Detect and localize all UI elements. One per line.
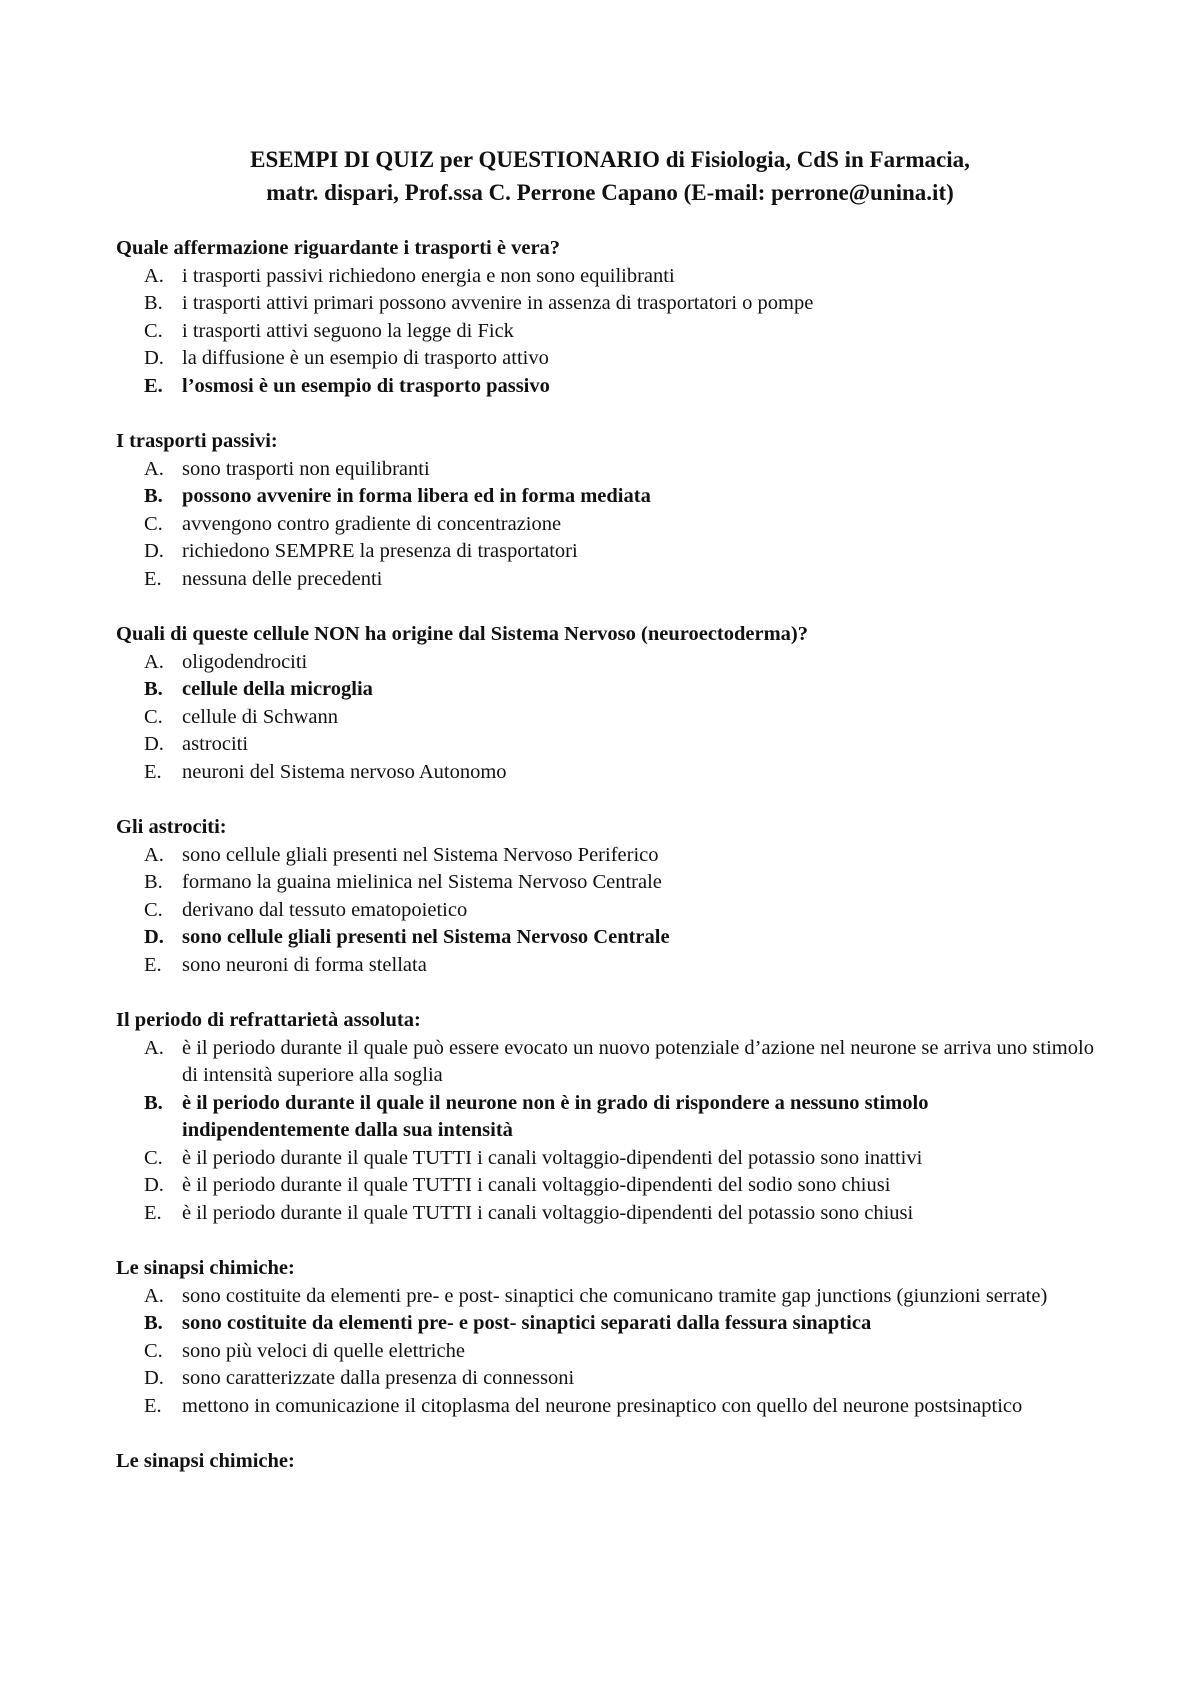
answer-option: [116, 1365, 1100, 1393]
answer-option-correct: [116, 373, 1100, 401]
option-text: avvengono contro gradiente di concentrazione: [182, 512, 562, 535]
question-text: Quali di queste cellule NON ha origine dal Sistema Nervoso (neuroectoderma)?: [116, 623, 809, 645]
option-letter: D.: [144, 347, 164, 369]
option-letter: C.: [144, 319, 163, 342]
option-text: sono cellule gliali presenti nel Sistema Nervoso Centrale: [182, 926, 670, 948]
option-letter: B.: [144, 678, 163, 700]
option-text: formano la guaina mielinica nel Sistema Nervoso Centrale: [182, 871, 662, 893]
option-text: mettono in comunicazione il citoplasma del neurone presinaptico con quello del neurone postsinaptico: [182, 1394, 1023, 1417]
question-text: Le sinapsi chimiche:: [116, 1450, 295, 1472]
option-text: è il periodo durante il quale TUTTI i canali voltaggio-dipendenti del potassio sono chiusi: [182, 1201, 914, 1224]
answer-option: [116, 566, 1100, 594]
option-text: sono trasporti non equilibranti: [182, 457, 430, 480]
answer-option: [116, 318, 1100, 346]
option-text: la diffusione è un esempio di trasporto attivo: [182, 347, 549, 369]
answer-option: [116, 1283, 1100, 1311]
option-letter: E.: [144, 760, 162, 783]
option-letter: E.: [144, 953, 162, 976]
answer-option: [116, 1035, 1100, 1090]
answer-option-correct: [116, 483, 1100, 511]
answer-option: [116, 1393, 1100, 1421]
option-text: sono più veloci di quelle elettriche: [182, 1339, 465, 1362]
answer-options: [116, 842, 1100, 980]
option-text: derivano dal tessuto ematopoietico: [182, 898, 468, 921]
option-letter: D.: [144, 733, 164, 755]
option-text: sono costituite da elementi pre- e post- sinaptici che comunicano tramite gap junctions (giunzioni serrate): [182, 1284, 1048, 1307]
option-letter: C.: [144, 512, 163, 535]
option-text: è il periodo durante il quale TUTTI i canali voltaggio-dipendenti del potassio sono inattivi: [182, 1146, 923, 1169]
question-text: Le sinapsi chimiche:: [116, 1257, 295, 1279]
option-letter: D.: [144, 1367, 164, 1389]
questions-list: [116, 235, 1100, 1476]
answer-option: [116, 731, 1100, 759]
question-text: Quale affermazione riguardante i trasporti è vera?: [116, 237, 561, 259]
option-text: nessuna delle precedenti: [182, 567, 383, 590]
answer-options: [116, 456, 1100, 594]
option-text: cellule della microglia: [182, 678, 373, 700]
option-text: sono neuroni di forma stellata: [182, 953, 427, 976]
title-line-1: ESEMPI DI QUIZ per QUESTIONARIO di Fisiologia, CdS in Farmacia,: [250, 147, 970, 172]
option-text: i trasporti passivi richiedono energia e non sono equilibranti: [182, 264, 675, 287]
option-letter: A.: [144, 843, 164, 866]
option-letter: E.: [144, 567, 162, 590]
option-letter: D.: [144, 1174, 164, 1196]
answer-option-correct: [116, 1310, 1100, 1338]
option-letter: B.: [144, 871, 163, 893]
option-letter: C.: [144, 898, 163, 921]
option-letter: E.: [144, 1394, 162, 1417]
option-letter: D.: [144, 926, 164, 948]
answer-option-correct: [116, 1090, 1100, 1145]
option-text: sono caratterizzate dalla presenza di connessoni: [182, 1367, 575, 1389]
option-letter: A.: [144, 264, 164, 287]
question-text: I trasporti passivi:: [116, 430, 278, 452]
answer-option: [116, 1338, 1100, 1366]
option-letter: B.: [144, 485, 163, 507]
quiz-question: [116, 814, 1100, 979]
answer-option: [116, 456, 1100, 484]
option-text: i trasporti attivi primari possono avvenire in assenza di trasportatori o pompe: [182, 292, 814, 314]
answer-options: [116, 1035, 1100, 1228]
answer-option: [116, 759, 1100, 787]
answer-option: [116, 704, 1100, 732]
quiz-question: [116, 1255, 1100, 1420]
answer-option: [116, 842, 1100, 870]
title-line-2: matr. dispari, Prof.ssa C. Perrone Capano (E-mail: perrone@unina.it): [266, 180, 954, 205]
option-letter: E.: [144, 374, 163, 397]
option-letter: B.: [144, 1312, 163, 1334]
answer-option: [116, 897, 1100, 925]
question-text: Il periodo di refrattarietà assoluta:: [116, 1009, 421, 1031]
option-text: richiedono SEMPRE la presenza di trasportatori: [182, 540, 578, 562]
answer-option-correct: [116, 924, 1100, 952]
answer-option: [116, 952, 1100, 980]
quiz-question: [116, 1448, 1100, 1476]
answer-option: [116, 869, 1100, 897]
answer-option-correct: [116, 676, 1100, 704]
option-letter: E.: [144, 1201, 162, 1224]
option-text: sono costituite da elementi pre- e post- sinaptici separati dalla fessura sinaptica: [182, 1312, 872, 1334]
quiz-question: [116, 621, 1100, 786]
quiz-question: [116, 1007, 1100, 1227]
option-text: è il periodo durante il quale il neurone non è in grado di rispondere a nessuno stimolo indipendentemente dalla sua intensità: [182, 1091, 929, 1141]
option-letter: A.: [144, 1284, 164, 1307]
option-letter: B.: [144, 292, 163, 314]
option-letter: D.: [144, 540, 164, 562]
option-letter: A.: [144, 650, 164, 673]
answer-options: [116, 1283, 1100, 1421]
answer-option: [116, 538, 1100, 566]
option-text: sono cellule gliali presenti nel Sistema Nervoso Periferico: [182, 843, 659, 866]
option-text: cellule di Schwann: [182, 705, 338, 728]
option-letter: C.: [144, 1339, 163, 1362]
option-letter: C.: [144, 705, 163, 728]
answer-option: [116, 263, 1100, 291]
option-text: neuroni del Sistema nervoso Autonomo: [182, 760, 507, 783]
answer-option: [116, 1200, 1100, 1228]
option-letter: A.: [144, 457, 164, 480]
quiz-question: [116, 428, 1100, 593]
option-text: i trasporti attivi seguono la legge di Fick: [182, 319, 514, 342]
quiz-question: [116, 235, 1100, 400]
option-text: oligodendrociti: [182, 650, 308, 673]
answer-option: [116, 1145, 1100, 1173]
option-text: è il periodo durante il quale può essere evocato un nuovo potenziale d’azione nel neurone se arriva uno stimolo di intensità superiore alla soglia: [182, 1036, 1094, 1086]
answer-options: [116, 649, 1100, 787]
option-letter: A.: [144, 1036, 164, 1059]
document-title: [116, 143, 1100, 209]
answer-option: [116, 345, 1100, 373]
answer-option: [116, 1172, 1100, 1200]
option-letter: B.: [144, 1091, 163, 1114]
answer-options: [116, 263, 1100, 401]
answer-option: [116, 290, 1100, 318]
answer-option: [116, 511, 1100, 539]
question-text: Gli astrociti:: [116, 816, 227, 838]
answer-option: [116, 649, 1100, 677]
option-text: l’osmosi è un esempio di trasporto passivo: [182, 374, 550, 397]
option-text: è il periodo durante il quale TUTTI i canali voltaggio-dipendenti del sodio sono chiusi: [182, 1174, 891, 1196]
option-text: astrociti: [182, 733, 249, 755]
option-text: possono avvenire in forma libera ed in forma mediata: [182, 485, 651, 507]
option-letter: C.: [144, 1146, 163, 1169]
